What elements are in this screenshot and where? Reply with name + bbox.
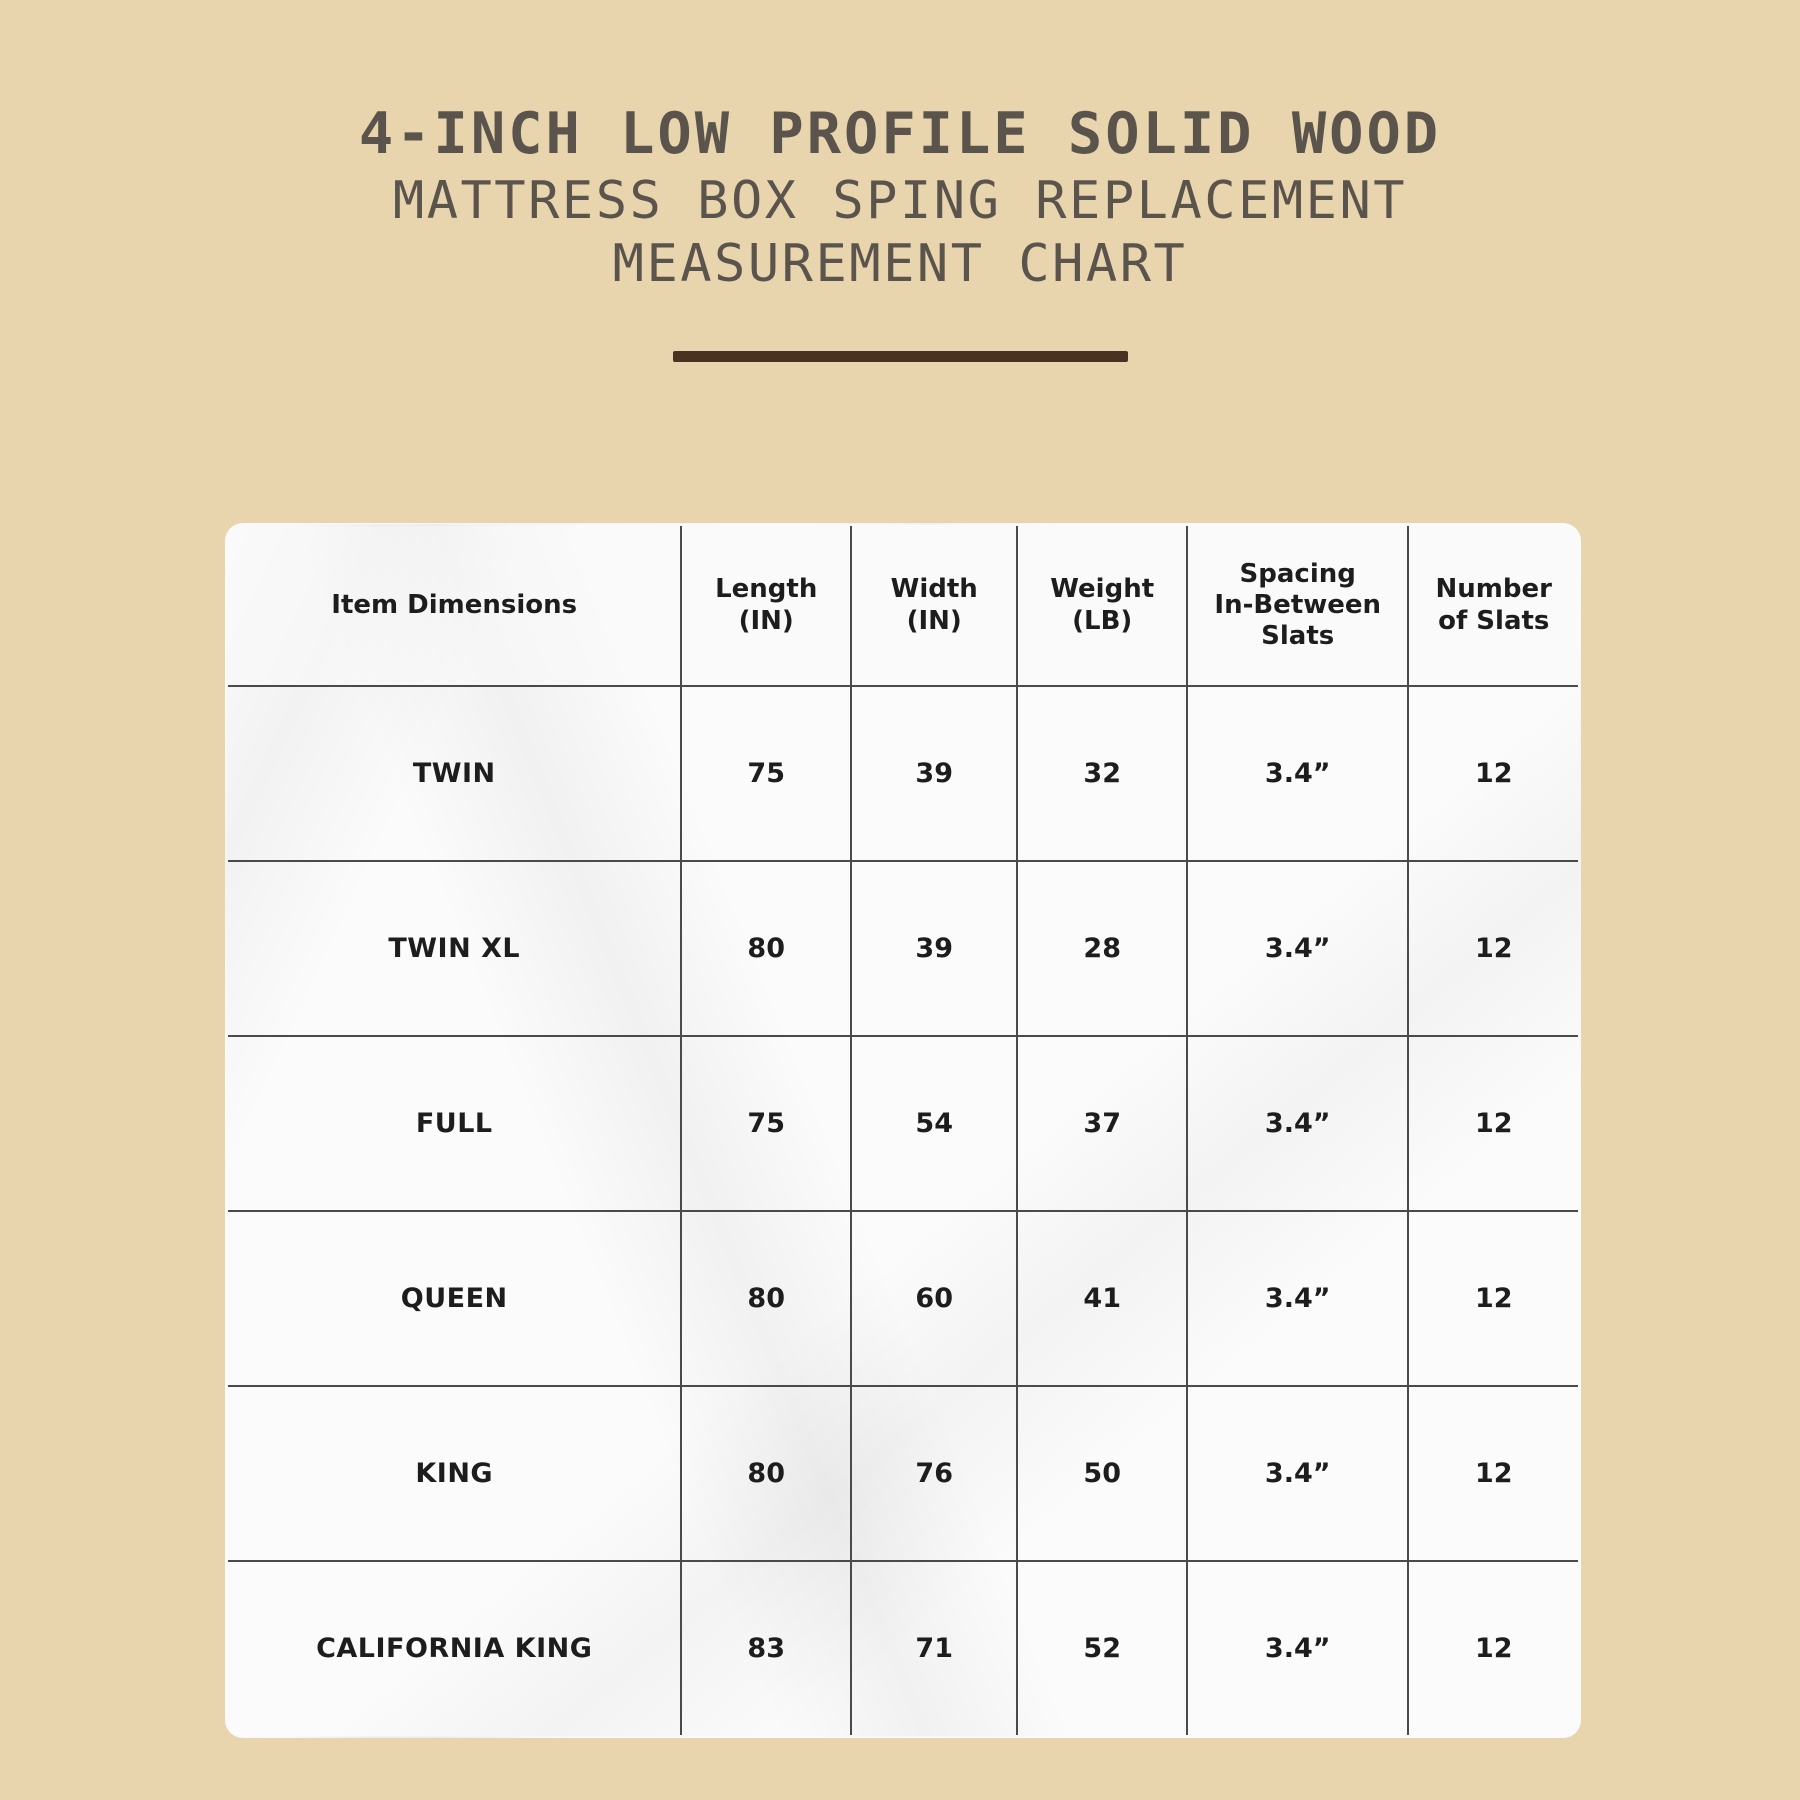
cell-spacing: 3.4”: [1187, 1561, 1409, 1737]
column-header-width: [851, 525, 1018, 687]
column-header-weight-line1: Weight: [1050, 574, 1155, 605]
cell-size: CALIFORNIA KING: [227, 1561, 682, 1737]
cell-spacing: 3.4”: [1187, 861, 1409, 1036]
cell-size: TWIN XL: [227, 861, 682, 1036]
column-header-length-line2: (IN): [738, 605, 794, 636]
cell-spacing: 3.4”: [1187, 686, 1409, 861]
cell-weight: 41: [1017, 1211, 1186, 1386]
cell-size: QUEEN: [227, 1211, 682, 1386]
cell-slats: 12: [1408, 1561, 1579, 1737]
column-header-spacing-line2: In-Between: [1214, 589, 1382, 620]
cell-length: 80: [681, 1386, 850, 1561]
title-divider: [673, 351, 1128, 362]
table-row: [227, 1211, 1580, 1386]
table-row: [227, 861, 1580, 1036]
cell-length: 75: [681, 1036, 850, 1211]
cell-weight: 37: [1017, 1036, 1186, 1211]
measurement-table-container: [225, 523, 1581, 1738]
column-header-length-line1: Length: [715, 574, 818, 605]
cell-weight: 32: [1017, 686, 1186, 861]
cell-width: 39: [851, 686, 1018, 861]
table-row: [227, 1561, 1580, 1737]
column-header-width-line1: Width: [890, 574, 978, 605]
cell-slats: 12: [1408, 686, 1579, 861]
cell-length: 75: [681, 686, 850, 861]
table-body: [227, 686, 1580, 1737]
column-header-weight-line2: (LB): [1072, 605, 1133, 636]
column-header-slats-line1: Number: [1435, 574, 1552, 605]
cell-width: 60: [851, 1211, 1018, 1386]
cell-slats: 12: [1408, 1211, 1579, 1386]
page-title-line-3: MEASUREMENT CHART: [612, 233, 1188, 294]
cell-length: 80: [681, 861, 850, 1036]
column-header-weight: [1017, 525, 1186, 687]
cell-width: 39: [851, 861, 1018, 1036]
cell-length: 80: [681, 1211, 850, 1386]
column-header-slats-line2: of Slats: [1438, 605, 1550, 636]
column-header-spacing: [1187, 525, 1409, 687]
column-header-width-line2: (IN): [906, 605, 962, 636]
table-row: [227, 1036, 1580, 1211]
cell-weight: 50: [1017, 1386, 1186, 1561]
cell-size: FULL: [227, 1036, 682, 1211]
column-header-spacing-line3: Slats: [1261, 621, 1335, 652]
cell-length: 83: [681, 1561, 850, 1737]
measurement-table: [225, 523, 1581, 1738]
cell-size: TWIN: [227, 686, 682, 861]
table-header-row: [227, 525, 1580, 687]
cell-slats: 12: [1408, 1036, 1579, 1211]
column-header-item-dimensions: [227, 525, 682, 687]
cell-width: 54: [851, 1036, 1018, 1211]
title-block: [0, 0, 1800, 362]
cell-spacing: 3.4”: [1187, 1036, 1409, 1211]
table-header: [227, 525, 1580, 687]
column-header-spacing-line1: Spacing: [1239, 558, 1356, 589]
cell-spacing: 3.4”: [1187, 1386, 1409, 1561]
cell-size: KING: [227, 1386, 682, 1561]
table-row: [227, 1386, 1580, 1561]
page-title-line-1: 4-INCH LOW PROFILE SOLID WOOD: [358, 101, 1442, 167]
cell-width: 71: [851, 1561, 1018, 1737]
cell-weight: 52: [1017, 1561, 1186, 1737]
cell-weight: 28: [1017, 861, 1186, 1036]
cell-width: 76: [851, 1386, 1018, 1561]
column-header-length: [681, 525, 850, 687]
cell-slats: 12: [1408, 861, 1579, 1036]
page-title-line-2: MATTRESS BOX SPING REPLACEMENT: [392, 170, 1408, 231]
column-header-slats: [1408, 525, 1579, 687]
cell-spacing: 3.4”: [1187, 1211, 1409, 1386]
cell-slats: 12: [1408, 1386, 1579, 1561]
column-header-item-dimensions-line1: Item Dimensions: [331, 589, 578, 620]
table-row: [227, 686, 1580, 861]
